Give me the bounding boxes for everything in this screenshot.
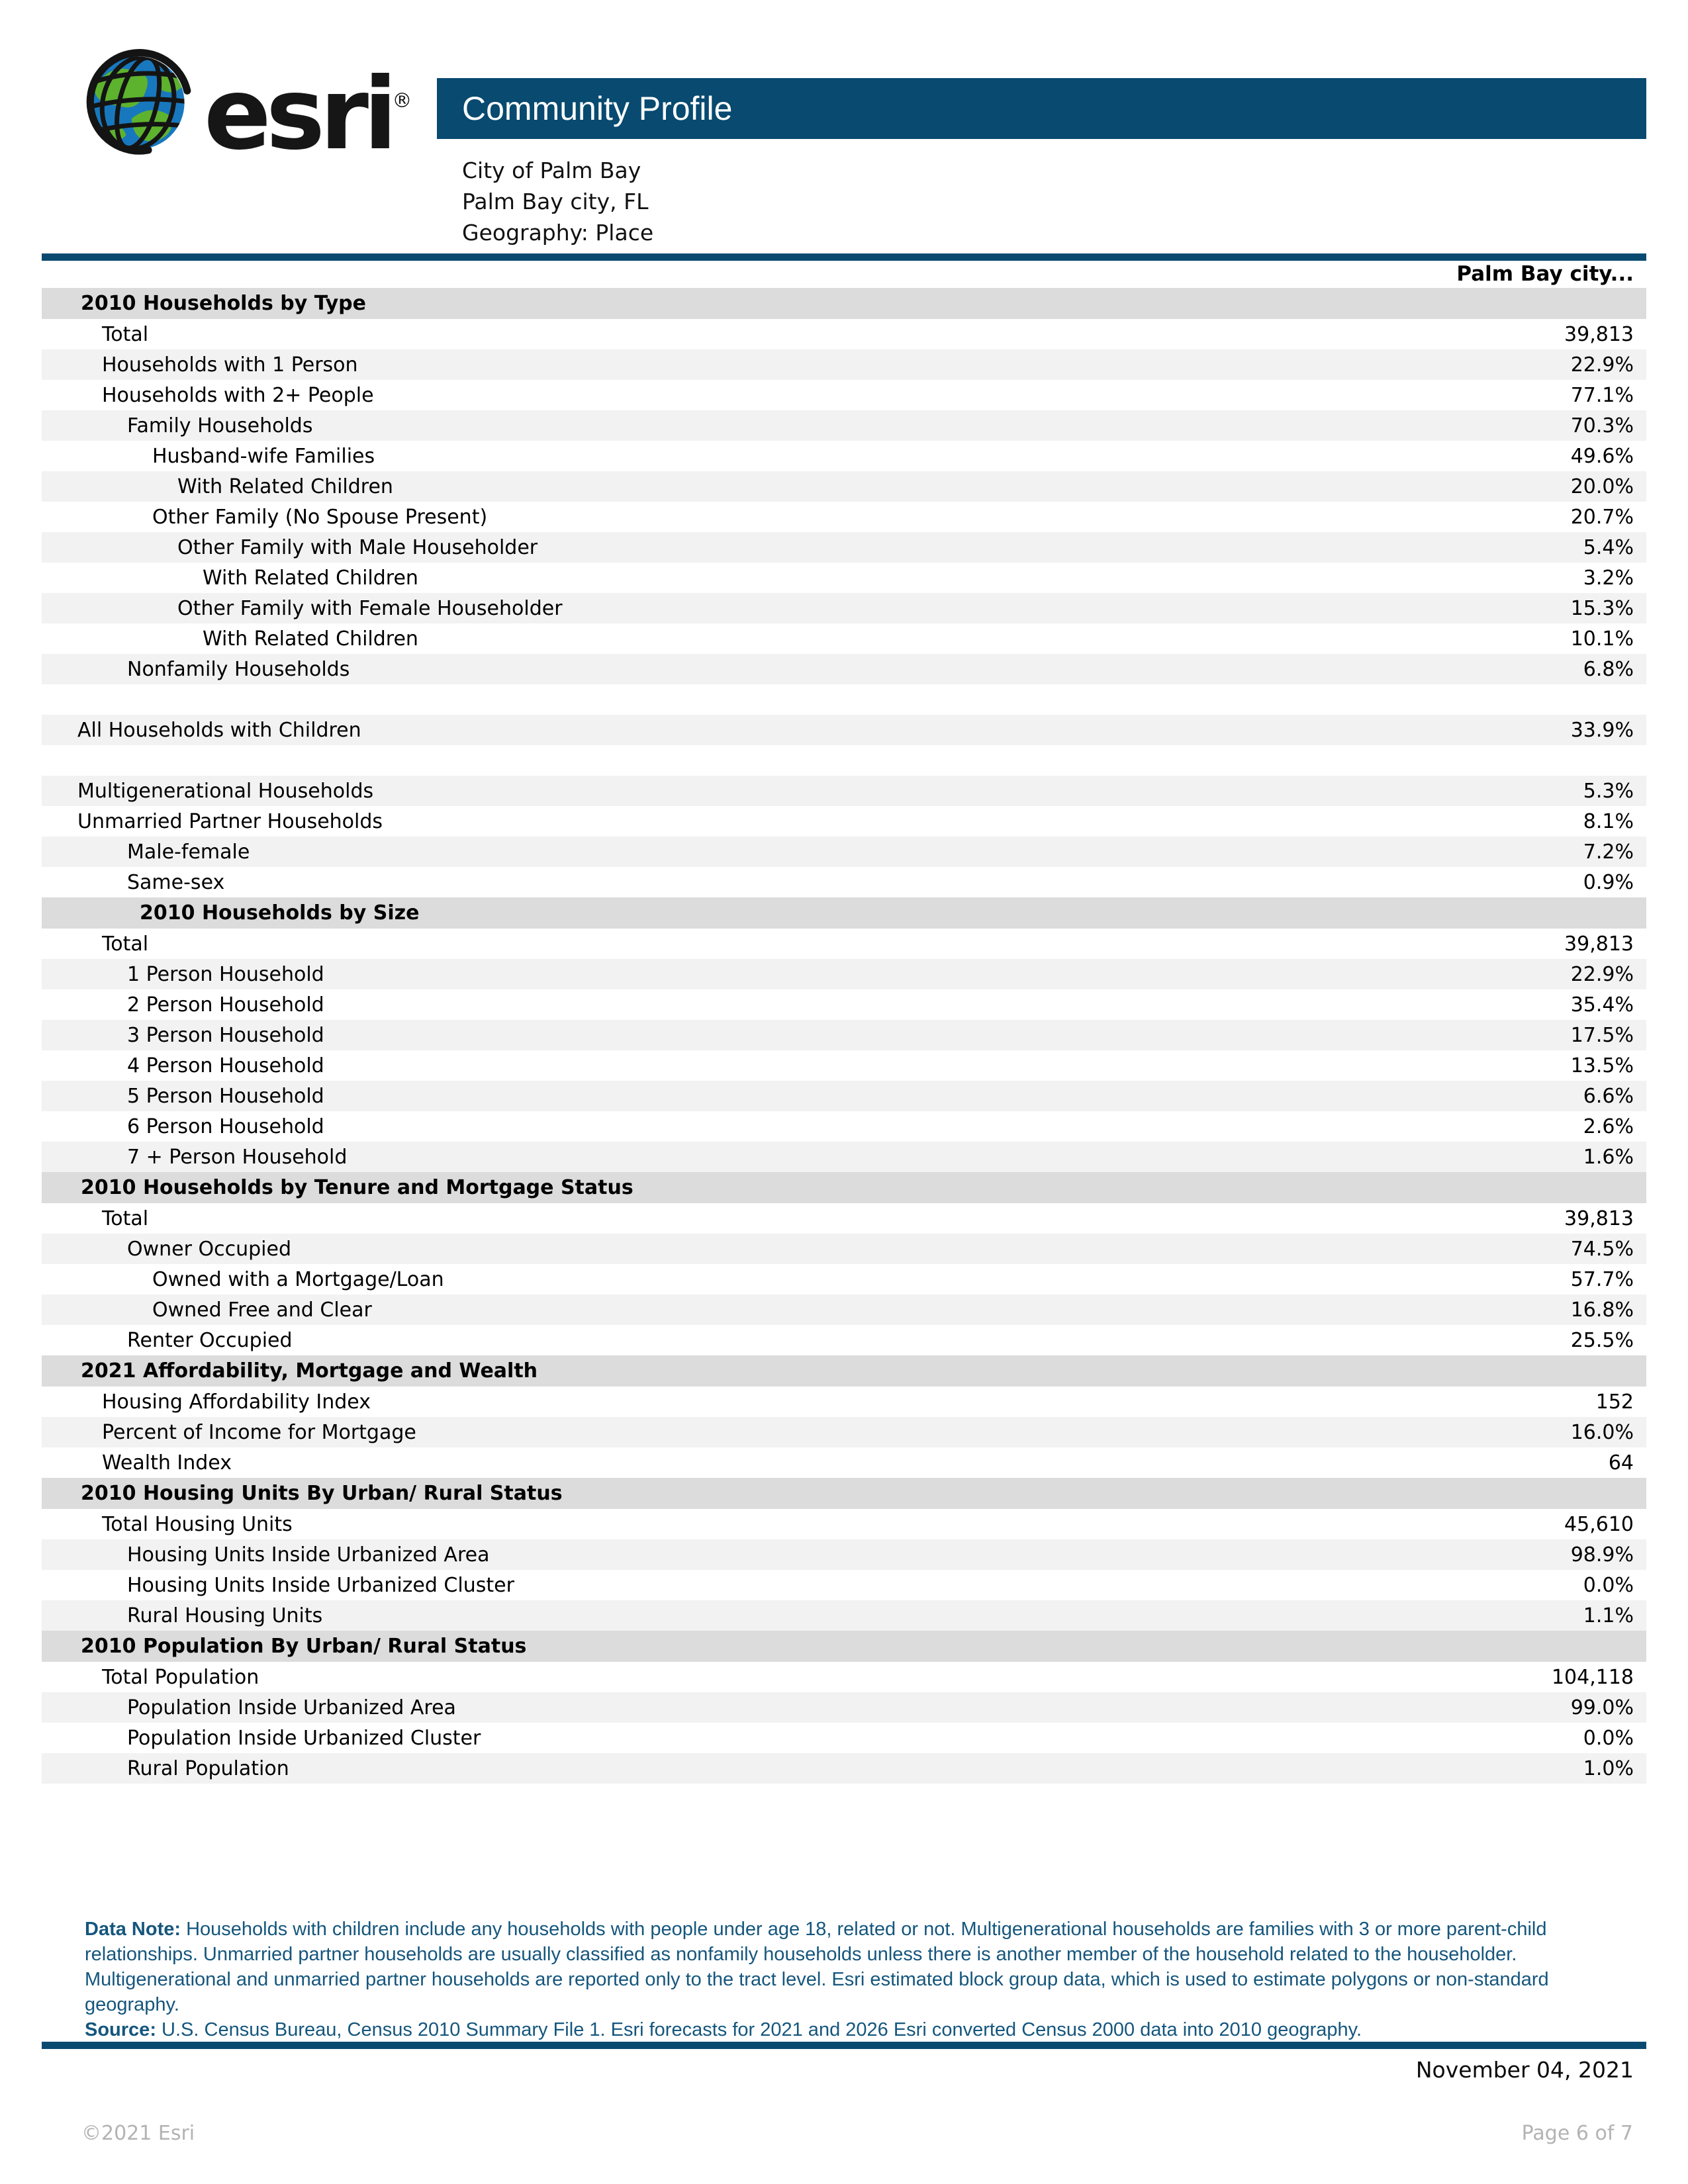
report-subheader <box>462 155 653 248</box>
row-label: Percent of Income for Mortgage <box>102 1420 416 1444</box>
table-row <box>42 563 1646 593</box>
spacer-row <box>42 684 1646 715</box>
row-label: Households with 2+ People <box>102 383 374 407</box>
table-row <box>42 989 1646 1020</box>
row-value: 6.8% <box>1583 657 1634 681</box>
table-row <box>42 806 1646 837</box>
report-title: Community Profile <box>462 90 733 127</box>
column-header-geography: Palm Bay city... <box>1456 262 1634 286</box>
row-label: Wealth Index <box>102 1451 232 1475</box>
data-note: Data Note: Households with children include any households with people under age 18, related or not. Multigenerational households are families with 3 or more parent-child relationships. Unmarried partner households are usually classified as nonfamily households unless there is another member of the household related to the householder. Multigenerational and unmarried partner households are reported only to the tract level. Esri estimated block group data, which is used to estimate polygons or non-standard geography. <box>85 1919 1549 2015</box>
row-value: 104,118 <box>1551 1665 1634 1689</box>
row-label: Other Family with Female Householder <box>177 596 563 620</box>
table-row <box>42 776 1646 806</box>
table-row <box>42 929 1646 959</box>
row-value: 33.9% <box>1570 718 1634 742</box>
row-label: Multigenerational Households <box>77 779 374 803</box>
row-label: Housing Units Inside Urbanized Cluster <box>127 1573 514 1597</box>
row-label: Same-sex <box>127 870 225 894</box>
row-label: Unmarried Partner Households <box>77 809 383 833</box>
esri-logo <box>83 46 412 172</box>
table-row <box>42 349 1646 380</box>
row-label: Other Family with Male Householder <box>177 535 538 559</box>
row-label: With Related Children <box>203 627 418 651</box>
table-row <box>42 1142 1646 1172</box>
row-value: 15.3% <box>1570 596 1634 620</box>
row-label: Population Inside Urbanized Area <box>127 1696 456 1719</box>
row-value: 77.1% <box>1570 383 1634 407</box>
table-row <box>42 1264 1646 1295</box>
section-header: 2010 Households by Tenure and Mortgage Status <box>42 1172 1646 1203</box>
table-row <box>42 867 1646 897</box>
row-label: Owned with a Mortgage/Loan <box>152 1267 444 1291</box>
section-header: 2010 Households by Size <box>42 897 1646 929</box>
row-value: 39,813 <box>1564 1206 1634 1230</box>
row-label: Total <box>102 932 149 956</box>
table-row <box>42 623 1646 654</box>
row-label: Households with 1 Person <box>102 353 358 377</box>
row-value: 8.1% <box>1583 809 1634 833</box>
esri-globe-icon <box>83 46 195 158</box>
report-table <box>42 288 1646 1784</box>
row-label: Owner Occupied <box>127 1237 291 1261</box>
table-row <box>42 1234 1646 1264</box>
bottom-rule <box>42 2042 1646 2049</box>
row-value: 39,813 <box>1564 322 1634 346</box>
table-row <box>42 502 1646 532</box>
table-row <box>42 1081 1646 1111</box>
row-label: Population Inside Urbanized Cluster <box>127 1726 481 1750</box>
row-value: 17.5% <box>1570 1023 1634 1047</box>
row-value: 64 <box>1608 1451 1634 1475</box>
table-row <box>42 441 1646 471</box>
row-label: 7 + Person Household <box>127 1145 348 1169</box>
row-value: 22.9% <box>1570 962 1634 986</box>
row-value: 35.4% <box>1570 993 1634 1017</box>
row-value: 5.4% <box>1583 535 1634 559</box>
row-label: Total <box>102 1206 149 1230</box>
footnotes <box>85 1917 1637 2042</box>
table-row <box>42 1050 1646 1081</box>
copyright: ©2021 Esri <box>81 2122 195 2145</box>
table-row <box>42 1387 1646 1417</box>
row-value: 13.5% <box>1570 1054 1634 1077</box>
data-note-label: Data Note: <box>85 1919 181 1940</box>
section-header: 2021 Affordability, Mortgage and Wealth <box>42 1355 1646 1387</box>
row-value: 98.9% <box>1570 1543 1634 1567</box>
row-value: 3.2% <box>1583 566 1634 590</box>
row-value: 20.7% <box>1570 505 1634 529</box>
row-label: Housing Affordability Index <box>102 1390 371 1414</box>
source-label: Source: <box>85 2019 156 2040</box>
row-value: 99.0% <box>1570 1696 1634 1719</box>
row-label: 4 Person Household <box>127 1054 324 1077</box>
row-value: 1.0% <box>1583 1756 1634 1780</box>
section-header: 2010 Households by Type <box>42 288 1646 319</box>
esri-wordmark: esri® <box>204 57 412 172</box>
table-row <box>42 1692 1646 1723</box>
table-row <box>42 837 1646 867</box>
row-label: Other Family (No Spouse Present) <box>152 505 488 529</box>
row-label: 6 Person Household <box>127 1115 324 1138</box>
table-row <box>42 1417 1646 1447</box>
row-value: 0.0% <box>1583 1573 1634 1597</box>
row-label: Rural Population <box>127 1756 289 1780</box>
row-label: Family Households <box>127 414 313 437</box>
row-value: 25.5% <box>1570 1328 1634 1352</box>
row-value: 0.0% <box>1583 1726 1634 1750</box>
table-row <box>42 1509 1646 1539</box>
row-label: Nonfamily Households <box>127 657 350 681</box>
source-note: Source: U.S. Census Bureau, Census 2010 Summary File 1. Esri forecasts for 2021 and 2026 Esri converted Census 2000 data into 2010 geography. <box>85 2019 1362 2040</box>
row-value: 0.9% <box>1583 870 1634 894</box>
row-value: 1.1% <box>1583 1604 1634 1627</box>
row-value: 10.1% <box>1570 627 1634 651</box>
section-header: 2010 Housing Units By Urban/ Rural Status <box>42 1478 1646 1509</box>
row-label: With Related Children <box>203 566 418 590</box>
section-header: 2010 Population By Urban/ Rural Status <box>42 1631 1646 1662</box>
row-value: 7.2% <box>1583 840 1634 864</box>
row-label: Male-female <box>127 840 250 864</box>
row-value: 16.0% <box>1570 1420 1634 1444</box>
table-row <box>42 1539 1646 1570</box>
row-label: Rural Housing Units <box>127 1604 323 1627</box>
row-label: 1 Person Household <box>127 962 324 986</box>
row-label: Housing Units Inside Urbanized Area <box>127 1543 490 1567</box>
table-row <box>42 1447 1646 1478</box>
row-label: Owned Free and Clear <box>152 1298 372 1322</box>
row-value: 70.3% <box>1570 414 1634 437</box>
area-detail: Palm Bay city, FL <box>462 189 649 214</box>
row-value: 74.5% <box>1570 1237 1634 1261</box>
table-row <box>42 380 1646 410</box>
table-row <box>42 532 1646 563</box>
row-value: 22.9% <box>1570 353 1634 377</box>
table-row <box>42 1325 1646 1355</box>
table-row <box>42 1753 1646 1784</box>
row-label: All Households with Children <box>77 718 361 742</box>
table-row <box>42 410 1646 441</box>
row-label: Renter Occupied <box>127 1328 293 1352</box>
report-date: November 04, 2021 <box>1415 2057 1634 2083</box>
table-row <box>42 1723 1646 1753</box>
row-value: 49.6% <box>1570 444 1634 468</box>
row-label: Husband-wife Families <box>152 444 375 468</box>
table-row <box>42 1295 1646 1325</box>
row-value: 57.7% <box>1570 1267 1634 1291</box>
table-row <box>42 1570 1646 1600</box>
row-value: 39,813 <box>1564 932 1634 956</box>
row-value: 20.0% <box>1570 475 1634 498</box>
row-label: 2 Person Household <box>127 993 324 1017</box>
row-label: Total Population <box>102 1665 259 1689</box>
row-label: With Related Children <box>177 475 393 498</box>
table-row <box>42 654 1646 684</box>
row-value: 6.6% <box>1583 1084 1634 1108</box>
spacer-row <box>42 745 1646 776</box>
area-name: City of Palm Bay <box>462 158 641 183</box>
table-row <box>42 471 1646 502</box>
table-row <box>42 959 1646 989</box>
table-row <box>42 1662 1646 1692</box>
row-value: 45,610 <box>1564 1512 1634 1536</box>
table-row <box>42 1203 1646 1234</box>
row-label: 5 Person Household <box>127 1084 324 1108</box>
row-value: 5.3% <box>1583 779 1634 803</box>
table-row <box>42 1111 1646 1142</box>
row-value: 1.6% <box>1583 1145 1634 1169</box>
table-row <box>42 593 1646 623</box>
page-number: Page 6 of 7 <box>1521 2122 1633 2145</box>
top-rule <box>42 253 1646 261</box>
page-footer <box>42 2122 1646 2145</box>
table-row <box>42 1600 1646 1631</box>
row-value: 2.6% <box>1583 1115 1634 1138</box>
geography-level: Geography: Place <box>462 220 654 246</box>
row-value: 152 <box>1595 1390 1634 1414</box>
table-row <box>42 1020 1646 1050</box>
registered-mark: ® <box>392 89 412 113</box>
row-value: 16.8% <box>1570 1298 1634 1322</box>
row-label: Total <box>102 322 149 346</box>
row-label: Total Housing Units <box>102 1512 293 1536</box>
report-banner <box>437 78 1646 139</box>
table-row <box>42 715 1646 745</box>
row-label: 3 Person Household <box>127 1023 324 1047</box>
table-row <box>42 319 1646 349</box>
